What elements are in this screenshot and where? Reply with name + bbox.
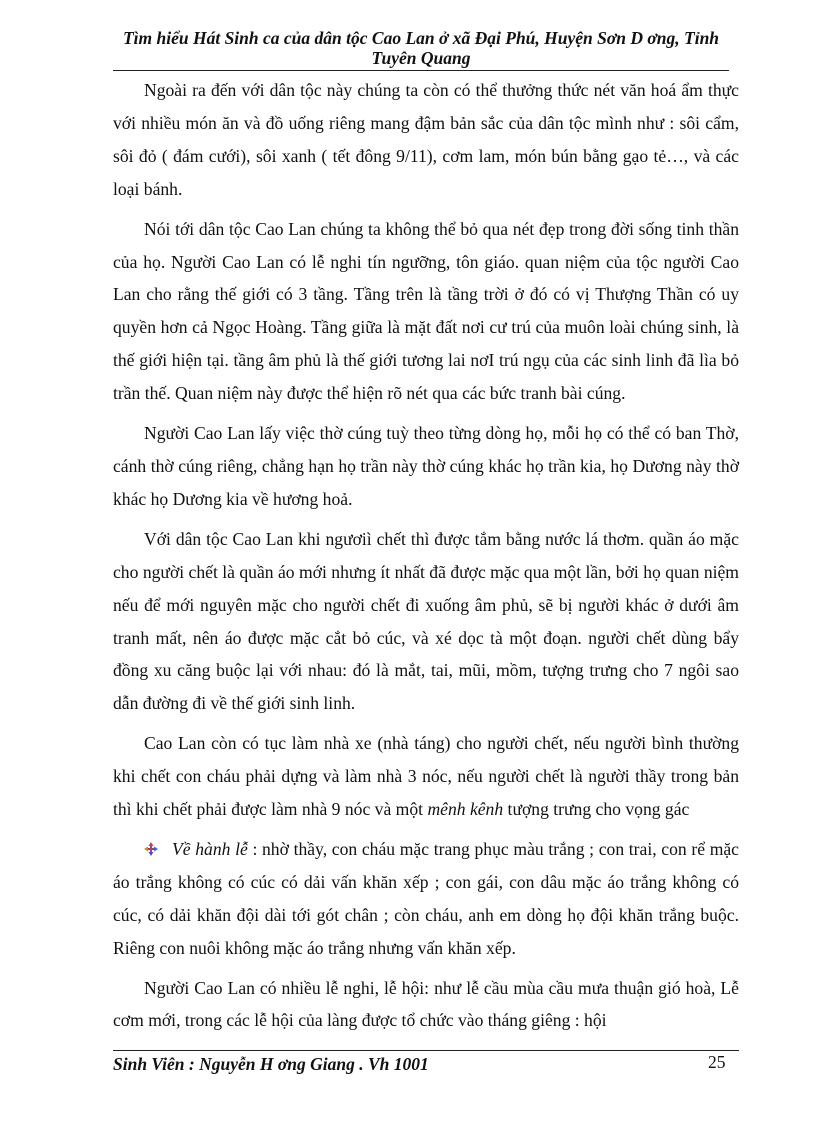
paragraph: Với dân tộc Cao Lan khi ngươiì chết thì được tắm bằng nước lá thơm. quần áo mặc cho người chết là quần áo mới nhưng ít nhất đã được mặc qua một lần, bởi họ quan niệm nếu để mới nguyên mặc cho người chết đi xuống âm phủ, sẽ bị người khác ở dưới âm tranh mất, nên áo được mặc cắt bỏ cúc, và xé dọc tà một đoạn. người chết dùng bẩy đồng xu căng buộc lại với nhau: đó là mắt, tai, mũi, mồm, tượng trưng cho 7 ngôi sao dẫn đường đi về thế giới sinh linh.	[113, 528, 739, 714]
paragraph-text: Cao Lan còn có tục làm nhà xe (nhà táng) cho người chết, nếu người bình thường khi chết con cháu phải dựng và làm nhà 3 nóc, nếu người chết là người thầy trong bản thì khi chết phải được làm nhà 9 nóc và một	[113, 733, 739, 820]
bullet-label: Về hành lễ	[172, 838, 248, 859]
document-body	[113, 74, 739, 1044]
paragraph	[113, 727, 739, 826]
header-divider	[113, 70, 729, 71]
footer-divider	[113, 1050, 739, 1051]
paragraph-text: tượng trưng cho vọng gác	[503, 799, 690, 820]
header-title: Tìm hiểu Hát Sinh ca của dân tộc Cao Lan ở xã Đại Phú, Huyện Sơn D ơng, Tỉnh Tuyên Quang	[122, 28, 720, 68]
page-number: 25	[708, 1052, 726, 1072]
paragraph: Nói tới dân tộc Cao Lan chúng ta không thể bỏ qua nét đẹp trong đời sống tinh thần của họ. Người Cao Lan có lễ nghi tín ngưỡng, tôn giáo. quan niệm của tộc người Cao Lan cho rằng thế giới có 3 tầng. Tầng trên là tầng trời ở đó có vị Thượng Thần có uy quyền hơn cả Ngọc Hoàng. Tầng giữa là mặt đất nơi cư trú của muôn loài chúng sinh, là thế giới hiện tại. tầng âm phủ là thế giới tương lai nơI trú ngụ của các sinh linh đã lìa bỏ trần thế. Quan niệm này được thể hiện rõ nét qua các bức tranh bài cúng.	[113, 218, 739, 404]
italic-term: mênh kênh	[427, 799, 504, 820]
four-arrows-icon	[144, 842, 158, 856]
paragraph: Người Cao Lan có nhiều lễ nghi, lễ hội: như lễ cầu mùa cầu mưa thuận gió hoà, Lễ cơm mới, trong các lễ hội của làng được tổ chức vào tháng giêng : hội	[113, 977, 739, 1031]
page-header	[113, 28, 729, 68]
paragraph: Người Cao Lan lấy việc thờ cúng tuỳ theo từng dòng họ, mỗi họ có thể có ban Thờ, cánh thờ cúng riêng, chẳng hạn họ trần này thờ cúng khác họ trần kia, họ Dương này thờ khác họ Dương kia về hương hoả.	[113, 423, 739, 509]
bullet-text: : nhờ thầy, con cháu mặc trang phục màu trắng ; con trai, con rể mặc áo trắng không có cúc có dải vấn khăn xếp ; con gái, con dâu mặc áo trắng không có cúc, có dải khăn đội dài tới gót chân ; còn cháu, anh em dòng họ đội khăn trắng buộc. Riêng con nuôi không mặc áo trắng nhưng vấn khăn xếp.	[113, 838, 739, 958]
footer-author: Sinh Viên : Nguyễn H ơng Giang . Vh 1001	[113, 1054, 429, 1074]
paragraph: Ngoài ra đến với dân tộc này chúng ta còn có thể thưởng thức nét văn hoá ẩm thực với nhiều món ăn và đồ uống riêng mang đậm bản sắc của dân tộc mình như : sôi cẩm, sôi đỏ ( đám cưới), sôi xanh ( tết đông 9/11), cơm lam, món bún bằng gạo tẻ…, và các loại bánh.	[113, 80, 739, 199]
bullet-paragraph	[113, 833, 739, 965]
